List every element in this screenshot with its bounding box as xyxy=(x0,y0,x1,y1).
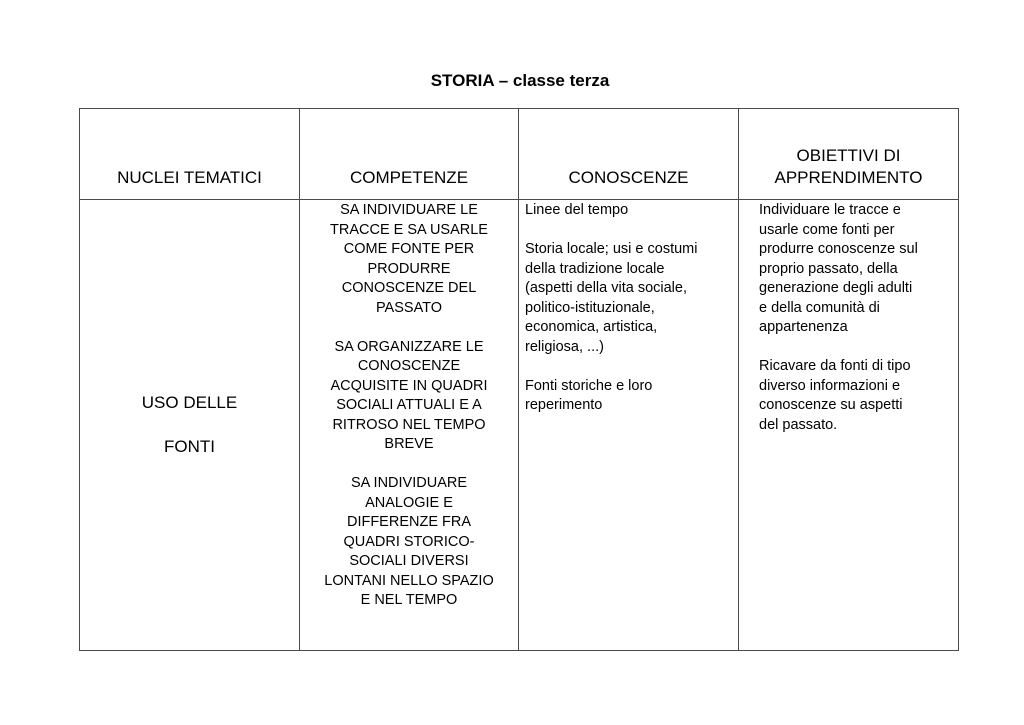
nucleo-line-1: USO DELLE xyxy=(141,393,238,412)
competenza-item: SA INDIVIDUARE ANALOGIE E DIFFERENZE FRA QUADRI STORICO- SOCIALI DIVERSI LONTANI NELLO SPAZIO E NEL TEMPO xyxy=(324,475,494,608)
conoscenza-item: Linee del tempo xyxy=(525,202,629,218)
header-nuclei-tematici: NUCLEI TEMATICI xyxy=(80,109,300,200)
table-header-row xyxy=(80,109,959,200)
header-competenze: COMPETENZE xyxy=(300,109,519,200)
competenza-item: SA INDIVIDUARE LE TRACCE E SA USARLE COME FONTE PER PRODURRE CONOSCENZE DEL PASSATO xyxy=(330,202,488,316)
obiettivo-item: Individuare le tracce e usarle come fonti per produrre conoscenze sul proprio passato, della generazione degli adulti e della comunità di appartenenza xyxy=(759,202,918,335)
header-conoscenze: CONOSCENZE xyxy=(519,109,739,200)
conoscenza-item: Storia locale; usi e costumi della tradizione locale (aspetti della vita sociale, politico-istituzionale, economica, artistica, religiosa, ...) xyxy=(525,241,698,355)
competenze-cell xyxy=(300,200,519,651)
nucleo-cell xyxy=(80,200,300,651)
nucleo-line-2: FONTI xyxy=(164,437,215,456)
obiettivi-cell xyxy=(739,200,959,651)
document-title: STORIA – classe terza xyxy=(430,71,610,90)
conoscenza-item: Fonti storiche e loro reperimento xyxy=(525,377,653,413)
table-row xyxy=(80,200,959,651)
obiettivo-item: Ricavare da fonti di tipo diverso informazioni e conoscenze su aspetti del passato. xyxy=(759,358,911,433)
competenza-item: SA ORGANIZZARE LE CONOSCENZE ACQUISITE IN QUADRI SOCIALI ATTUALI E A RITROSO NEL TEMPO BREVE xyxy=(330,338,488,452)
header-obiettivi-di-apprendimento xyxy=(739,109,959,200)
header-obiettivi-text: OBIETTIVI DI APPRENDIMENTO xyxy=(774,146,923,187)
conoscenze-cell xyxy=(519,200,739,651)
curriculum-table xyxy=(79,108,959,651)
